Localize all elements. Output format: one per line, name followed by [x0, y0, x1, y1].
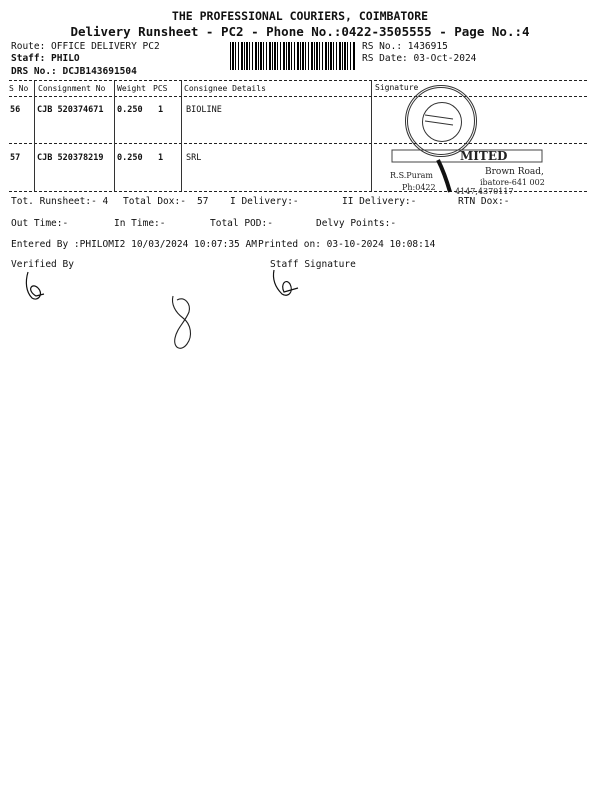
staff-text: Staff: PHILO [11, 53, 80, 64]
col-header-pcs: PCS [153, 84, 168, 93]
row-pcs: 1 [158, 153, 164, 163]
col-header-sno: S No [9, 84, 29, 93]
svg-text:Brown Road,: Brown Road, [485, 167, 544, 177]
runsheet-title: Delivery Runsheet - PC2 - Phone No.:0422-3505555 - Page No.:4 [70, 24, 530, 39]
staff-signature-label: Staff Signature [270, 259, 356, 270]
row-consignment-no: CJB 520374671 [37, 105, 104, 115]
i-delivery: I Delivery:- [230, 196, 299, 207]
staff-signature [268, 266, 308, 300]
ii-delivery: II Delivery:- [342, 196, 417, 207]
col-header-signature: Signature [375, 83, 419, 92]
drs-number: DRS No.: DCJB143691504 [11, 66, 137, 77]
svg-text:4147,4370117: 4147,4370117 [455, 187, 514, 196]
row-divider [9, 143, 587, 144]
delvy-points: Delvy Points:- [316, 218, 397, 229]
row-weight: 0.250 [117, 105, 143, 115]
col-divider [371, 81, 372, 191]
verified-by-label: Verified By [11, 259, 74, 270]
total-dox-value: 57 [197, 196, 209, 207]
rs-number: RS No.: 1436915 [362, 41, 448, 52]
col-header-weight: Weight [117, 84, 146, 93]
table-top-rule [9, 80, 587, 81]
rtn-dox: RTN Dox:- [458, 196, 510, 207]
row-sno: 56 [10, 105, 21, 115]
svg-text:ibatore-641 002: ibatore-641 002 [480, 178, 545, 187]
col-header-consignment: Consignment No [38, 84, 106, 93]
col-header-consignee: Consignee Details [184, 84, 266, 93]
route-text: Route: OFFICE DELIVERY PC2 [11, 41, 160, 52]
srl-stamp [380, 148, 560, 196]
entered-by: Entered By :PHILOMI2 10/03/2024 10:07:35 AM [11, 239, 257, 250]
header-rule [9, 96, 587, 97]
col-divider [114, 81, 115, 191]
printed-on: Printed on: 03-10-2024 10:08:14 [258, 239, 436, 250]
svg-text:MITED: MITED [460, 149, 508, 163]
round-stamp-lines [405, 85, 471, 151]
row-consignee: BIOLINE [186, 105, 222, 115]
row-consignment-no: CJB 520378219 [37, 153, 104, 163]
row-sno: 57 [10, 153, 21, 163]
col-divider [34, 81, 35, 191]
svg-text:R.S.Puram: R.S.Puram [390, 171, 434, 180]
svg-text:Ph:0422: Ph:0422 [402, 183, 436, 192]
total-dox-label: Total Dox:- [123, 196, 186, 207]
out-time: Out Time:- [11, 218, 69, 229]
company-title: THE PROFESSIONAL COURIERS, COIMBATORE [171, 9, 429, 23]
barcode [230, 42, 356, 70]
col-divider [181, 81, 182, 191]
round-stamp [405, 85, 477, 157]
total-pod: Total POD:- [210, 218, 273, 229]
row-weight: 0.250 [117, 153, 143, 163]
rs-date: RS Date: 03-Oct-2024 [362, 53, 477, 64]
in-time: In Time:- [114, 218, 166, 229]
row-pcs: 1 [158, 105, 164, 115]
row-consignee: SRL [186, 153, 202, 163]
tot-runsheet: Tot. Runsheet:- 4 [11, 196, 109, 207]
verified-signature [20, 268, 60, 304]
handwritten-mark [165, 292, 199, 356]
